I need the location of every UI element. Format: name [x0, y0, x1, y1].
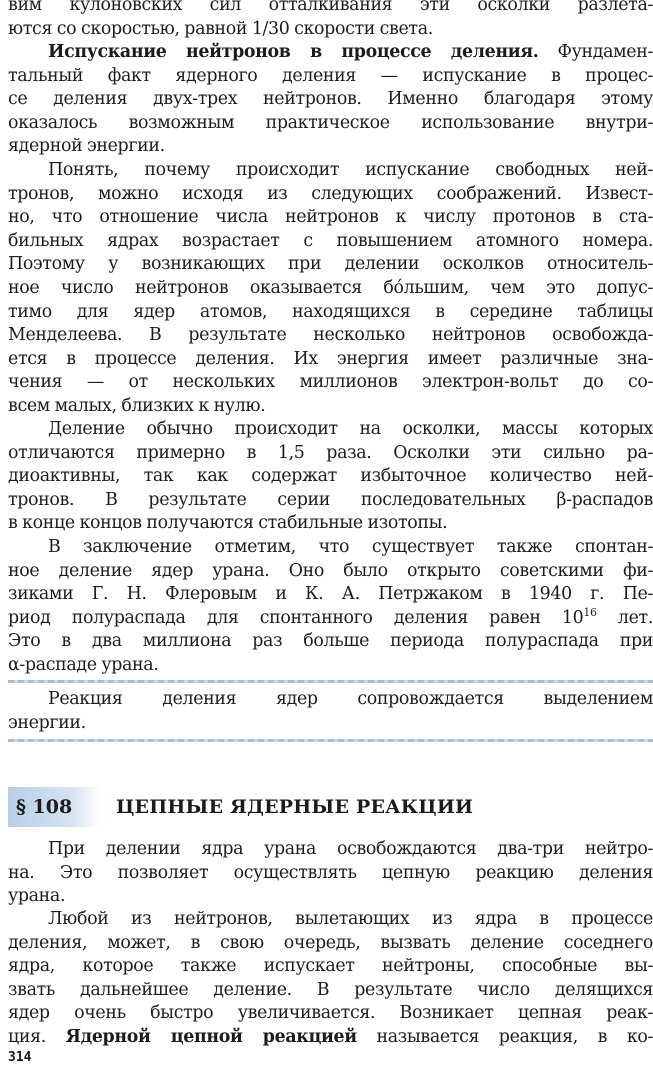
text-line: ное деление ядер урана. Оно было открыто советскими фи- [8, 560, 653, 581]
text-line: тимо для ядер атомов, находящихся в середине таблицы [8, 301, 653, 322]
text-line: звать дальнейшее деление. В результате число делящихся [8, 979, 653, 1000]
text-line: При делении ядра урана освобождаются два-три нейтро- [48, 839, 653, 859]
text-line: но, что отношение числа нейтронов к числу протонов в ста- [8, 207, 653, 228]
section-number: § 108 [8, 787, 100, 827]
text-line [8, 41, 653, 65]
text-line: ядерной энергии. [8, 136, 165, 157]
text-line: Деление обычно происходит на осколки, массы которых [48, 419, 653, 439]
paragraph-heading: Испускание нейтронов в процессе деления. [48, 42, 539, 62]
text-run: лет. [596, 607, 653, 628]
text-run: Фундамен- [538, 42, 653, 62]
continued-paragraph [8, 0, 653, 41]
text-line: деления, может, в свою очередь, вызвать деление соседнего [8, 932, 653, 953]
text-line: Это в два миллиона раз больше периода полураспада при [8, 631, 653, 652]
text-line: чения — от нескольких миллионов электрон-вольт до со- [8, 372, 653, 393]
term-definition: Ядерной цепной реакцией [65, 1026, 357, 1047]
exponent: 16 [583, 605, 597, 619]
text-line: урана. [8, 886, 66, 907]
paragraph-chain-reaction [8, 908, 653, 1050]
text-line: Поэтому у возникающих при делении осколков относитель- [8, 254, 653, 275]
text-line: тронов, можно исходя из следующих соображений. Извест- [8, 183, 653, 204]
text-run: ция. [8, 1026, 66, 1047]
summary-bottom-rule [8, 739, 653, 742]
summary-top-rule [8, 680, 653, 683]
text-line: оказалось возможным практическое использование внутри- [8, 112, 653, 133]
text-line: бильных ядрах возрастает с повышением атомного номера. [8, 230, 653, 251]
paragraph-neutron-emission [8, 41, 653, 159]
text-line: вим кулоновских сил отталкивания эти осколки разлета- [8, 0, 653, 15]
text-line: ется в процессе деления. Их энергия имеет различные зна- [8, 348, 653, 369]
text-line: в конце концов получаются стабильные изотопы. [8, 513, 448, 534]
paragraph-chain-intro [8, 838, 653, 909]
text-line: се деления двух-трех нейтронов. Именно благодаря этому [8, 89, 653, 110]
text-line [8, 607, 653, 631]
text-line [8, 1026, 653, 1050]
text-line: Менделеева. В результате несколько нейтронов освобожда- [8, 325, 653, 346]
paragraph-fragments [8, 418, 653, 536]
text-line: ное число нейтронов оказывается бо́льшим, чем это допус- [8, 277, 653, 298]
paragraph-free-neutrons [8, 159, 653, 419]
text-line: ядер очень быстро увеличивается. Возникает цепная реак- [8, 1003, 653, 1024]
text-line: энергии. [8, 712, 86, 733]
text-line: тронов. В результате серии последовательных β-распадов [8, 489, 653, 510]
text-line: α-распаде урана. [8, 654, 159, 675]
text-line: Любой из нейтронов, вылетающих из ядра в процессе [48, 909, 653, 929]
text-line: зиками Г. Н. Флеровым и К. А. Петржаком в 1940 г. Пе- [8, 584, 653, 605]
text-line: ются со скоростью, равной 1/30 скорости света. [8, 18, 433, 39]
text-line: Понять, почему происходит испускание свободных ней- [48, 160, 653, 180]
text-line: отличаются примерно в 1,5 раза. Осколки эти сильно ра- [8, 442, 653, 463]
text-line: В заключение отметим, что существует также спонтан- [48, 537, 653, 557]
text-line: всем малых, близких к нулю. [8, 395, 266, 416]
section-title: ЦЕПНЫЕ ЯДЕРНЫЕ РЕАКЦИИ [116, 796, 474, 818]
text-line: ядра, которое также испускает нейтроны, способные вы- [8, 956, 653, 977]
text-line: диоактивны, так как содержат избыточное количество ней- [8, 466, 653, 487]
text-line: на. Это позволяет осуществлять цепную реакцию деления [8, 862, 653, 883]
section-heading [8, 787, 653, 829]
text-line: Реакция деления ядер сопровождается выделением [48, 689, 653, 709]
paragraph-spontaneous-fission [8, 536, 653, 678]
text-run: называется реакция, в ко- [356, 1026, 653, 1047]
page-number: 314 [8, 1050, 32, 1065]
text-run: риод полураспада для спонтанного деления равен 10 [8, 607, 584, 628]
text-line: тальный факт ядерного деления — испускание в процес- [8, 65, 653, 86]
summary-box [8, 688, 653, 735]
